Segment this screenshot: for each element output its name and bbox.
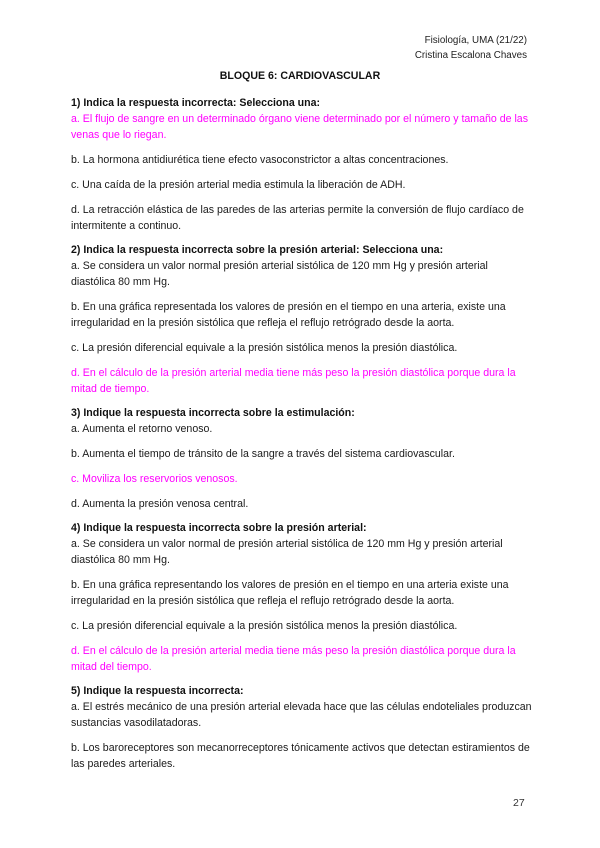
option-c: c. Moviliza los reservorios venosos. bbox=[71, 473, 238, 485]
question-list bbox=[71, 96, 533, 781]
question-title: 3) Indique la respuesta incorrecta sobre la estimulación: bbox=[71, 407, 355, 419]
question-4 bbox=[71, 521, 533, 675]
question-title: 4) Indique la respuesta incorrecta sobre la presión arterial: bbox=[71, 522, 367, 534]
section-title: BLOQUE 6: CARDIOVASCULAR bbox=[219, 70, 381, 82]
question-3 bbox=[71, 406, 533, 512]
question-title: 5) Indique la respuesta incorrecta: bbox=[71, 685, 244, 697]
option-b: b. Los baroreceptores son mecanorreceptores tónicamente activos que detectan estiramientos de las paredes arteriales. bbox=[71, 742, 530, 770]
option-b: b. En una gráfica representando los valores de presión en el tiempo en una arteria existe una irregularidad en la presión sistólica que refleja el reflujo retrógrado desde la aorta. bbox=[71, 579, 509, 607]
option-a: a. Se considera un valor normal de presión arterial sistólica de 120 mm Hg y presión arterial diastólica 80 mm Hg. bbox=[71, 538, 503, 566]
option-b: b. La hormona antidiurética tiene efecto vasoconstrictor a altas concentraciones. bbox=[71, 154, 449, 166]
question-1 bbox=[71, 96, 533, 234]
question-2 bbox=[71, 243, 533, 397]
option-d: d. La retracción elástica de las paredes de las arterias permite la conversión de flujo cardíaco de intermitente a continuo. bbox=[71, 204, 524, 232]
option-d: d. Aumenta la presión venosa central. bbox=[71, 498, 249, 510]
option-d: d. En el cálculo de la presión arterial media tiene más peso la presión diastólica porque dura la mitad de tiempo. bbox=[71, 367, 516, 395]
question-title: 2) Indica la respuesta incorrecta sobre la presión arterial: Selecciona una: bbox=[71, 244, 444, 256]
option-c: c. Una caída de la presión arterial media estimula la liberación de ADH. bbox=[71, 179, 406, 191]
header-author: Cristina Escalona Chaves bbox=[414, 50, 527, 61]
option-d: d. En el cálculo de la presión arterial media tiene más peso la presión diastólica porque dura la mitad del tiempo. bbox=[71, 645, 516, 673]
page-number: 27 bbox=[513, 797, 525, 809]
question-title: 1) Indica la respuesta incorrecta: Selecciona una: bbox=[71, 97, 321, 109]
option-c: c. La presión diferencial equivale a la presión sistólica menos la presión diastólica. bbox=[71, 342, 458, 354]
page-header bbox=[415, 33, 527, 63]
option-a: a. Aumenta el retorno venoso. bbox=[71, 423, 213, 435]
option-b: b. Aumenta el tiempo de tránsito de la sangre a través del sistema cardiovascular. bbox=[71, 448, 455, 460]
option-a: a. El estrés mecánico de una presión arterial elevada hace que las células endoteliales produzcan sustancias vasodilatadoras. bbox=[71, 701, 532, 729]
option-c: c. La presión diferencial equivale a la presión sistólica menos la presión diastólica. bbox=[71, 620, 458, 632]
option-a: a. El flujo de sangre en un determinado órgano viene determinado por el número y tamaño de las venas que lo riegan. bbox=[71, 113, 528, 141]
question-5 bbox=[71, 684, 533, 772]
header-course: Fisiología, UMA (21/22) bbox=[424, 35, 527, 46]
option-a: a. Se considera un valor normal presión arterial sistólica de 120 mm Hg y presión arterial diastólica 80 mm Hg. bbox=[71, 260, 488, 288]
option-b: b. En una gráfica representada los valores de presión en el tiempo en una arteria, existe una irregularidad en la presión sistólica que refleja el reflujo retrógrado desde la aorta. bbox=[71, 301, 506, 329]
